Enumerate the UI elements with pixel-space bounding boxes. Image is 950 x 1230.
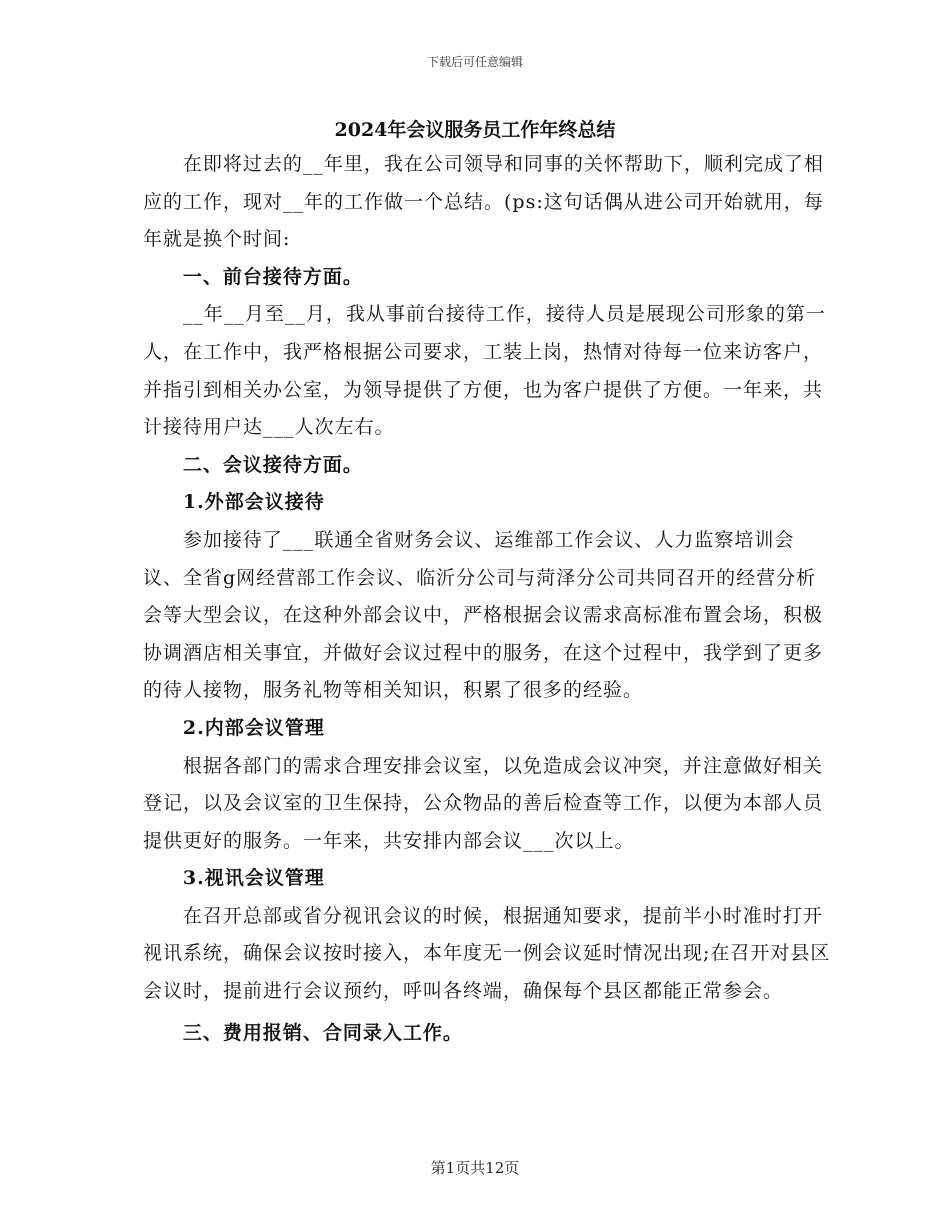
subheading-external-meetings: 1.外部会议接待 bbox=[182, 491, 325, 514]
reception-paragraph: __年__月至__月，我从事前台接待工作，接待人员是展现公司形象的第一人，在工作中，我严格根据公司要求，工装上岗，热情对待每一位来访客户，并指引到相关办公室，为领导提供了方便，也为客户提供了方便。一年来，共计接待用户达___人次左右。 bbox=[143, 303, 826, 439]
document-body bbox=[143, 146, 833, 1052]
section-heading-expenses: 三、费用报销、合同录入工作。 bbox=[182, 1021, 463, 1044]
video-meetings-paragraph: 在召开总部或省分视讯会议的时候，根据通知要求，提前半小时准时打开视讯系统，确保会议按时接入，本年度无一例会议延时情况出现;在召开对县区会议时，提前进行会议预约，呼叫各终端，确保每个县区都能正常参会。 bbox=[143, 904, 831, 1003]
page-footer: 第1页共12页 bbox=[430, 1159, 520, 1177]
intro-paragraph: 在即将过去的__年里，我在公司领导和同事的关怀帮助下，顺利完成了相应的工作，现对__年的工作做一个总结。(ps:这句话偶从进公司开始就用，每年就是换个时间: bbox=[143, 153, 824, 251]
section-heading-meetings: 二、会议接待方面。 bbox=[182, 453, 363, 476]
section-heading-reception: 一、前台接待方面。 bbox=[182, 265, 363, 288]
header-note: 下载后可任意编辑 bbox=[426, 55, 523, 69]
subheading-internal-meetings: 2.内部会议管理 bbox=[182, 716, 325, 739]
external-meetings-paragraph: 参加接待了___联通全省财务会议、运维部工作会议、人力监察培训会议、全省g网经营部工作会议、临沂分公司与菏泽分公司共同召开的经营分析会等大型会议，在这种外部会议中，严格根据会议需求高标准布置会场，积极协调酒店相关事宜，并做好会议过程中的服务，在这个过程中，我学到了更多的待人接物，服务礼物等相关知识，积累了很多的经验。 bbox=[143, 528, 824, 702]
document-title: 2024年会议服务员工作年终总结 bbox=[334, 119, 616, 141]
internal-meetings-paragraph: 根据各部门的需求合理安排会议室，以免造成会议冲突，并注意做好相关登记，以及会议室的卫生保持，公众物品的善后检查等工作，以便为本部人员提供更好的服务。一年来，共安排内部会议___次以上。 bbox=[143, 754, 824, 852]
subheading-video-meetings: 3.视讯会议管理 bbox=[182, 867, 325, 890]
